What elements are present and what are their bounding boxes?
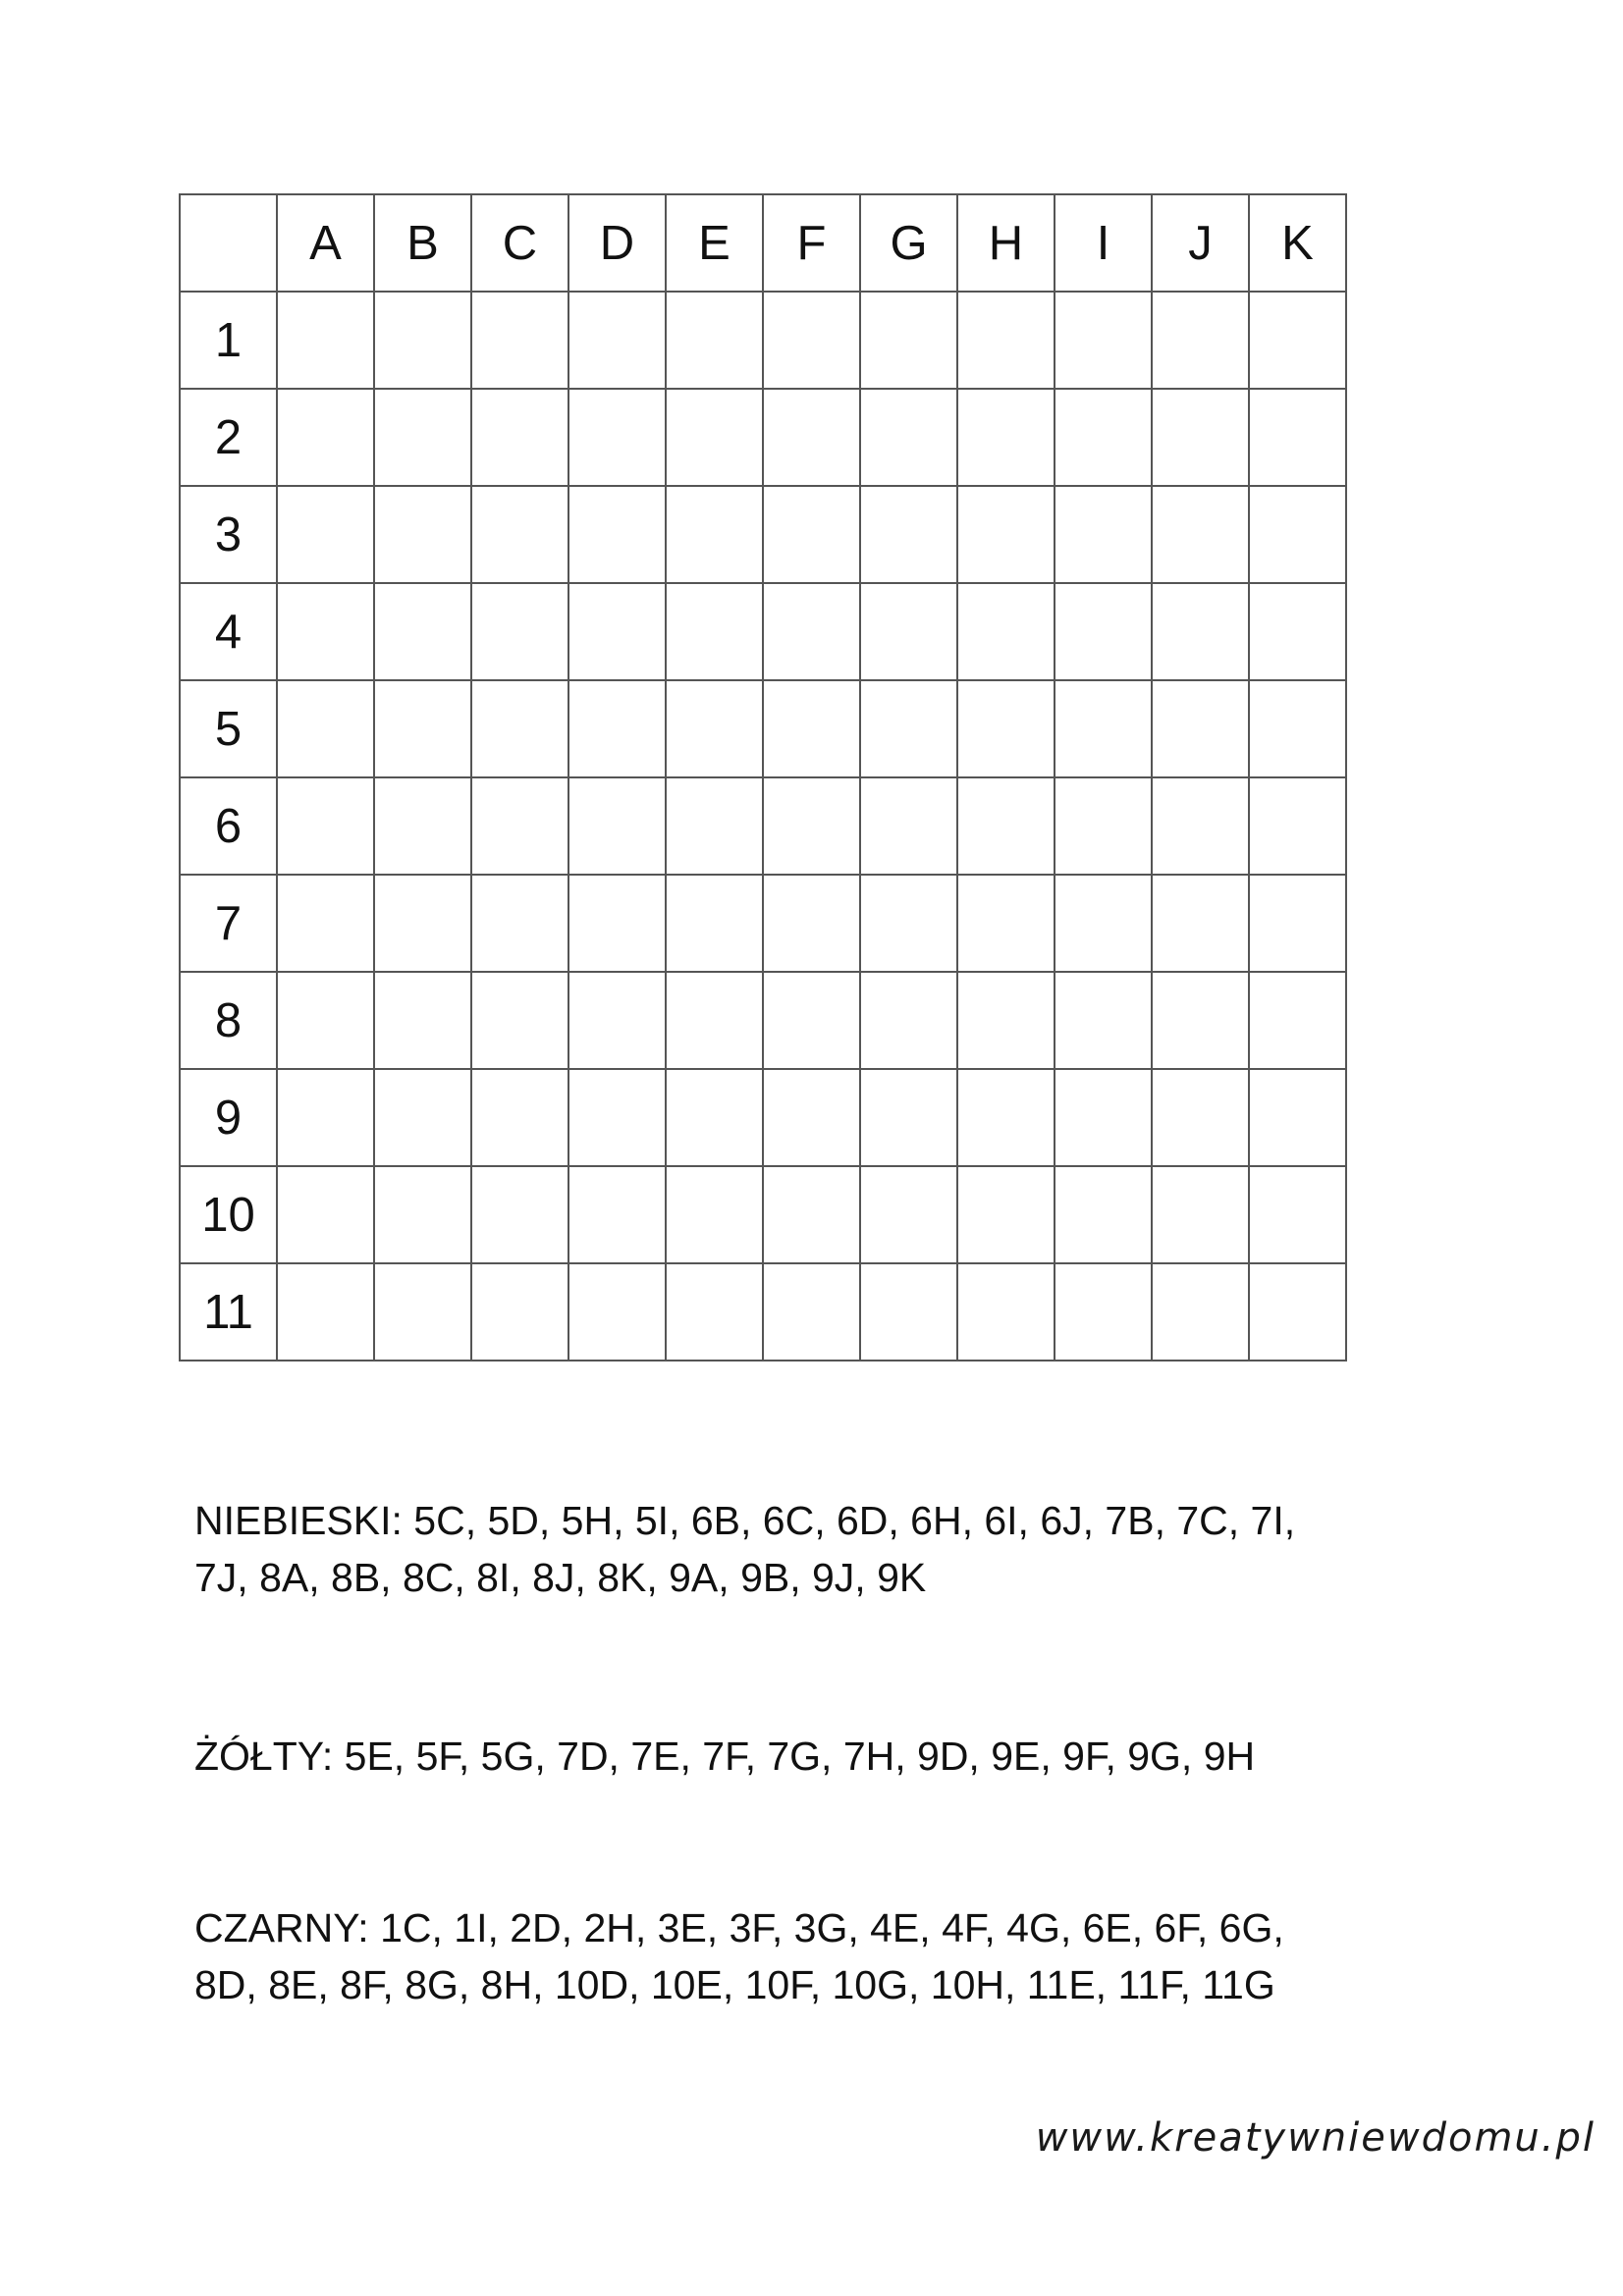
grid-cell[interactable] [957, 777, 1055, 875]
grid-cell[interactable] [763, 972, 860, 1069]
grid-cell[interactable] [860, 389, 957, 486]
grid-row [180, 292, 1346, 389]
grid-cell[interactable] [666, 583, 763, 680]
grid-cell[interactable] [471, 680, 568, 777]
grid-cell[interactable] [957, 389, 1055, 486]
grid-cell[interactable] [1152, 972, 1249, 1069]
grid-cell[interactable] [374, 292, 471, 389]
grid-cell[interactable] [666, 292, 763, 389]
column-header: A [277, 194, 374, 292]
grid-cell[interactable] [374, 680, 471, 777]
grid-cell[interactable] [1249, 1069, 1346, 1166]
grid-cell[interactable] [666, 777, 763, 875]
grid-cell[interactable] [471, 389, 568, 486]
corner-cell [180, 194, 277, 292]
row-header: 3 [180, 486, 277, 583]
grid-cell[interactable] [1152, 389, 1249, 486]
grid-cell[interactable] [860, 1069, 957, 1166]
grid-cell[interactable] [1249, 292, 1346, 389]
row-header: 4 [180, 583, 277, 680]
grid-cell[interactable] [957, 292, 1055, 389]
column-header: F [763, 194, 860, 292]
column-header: G [860, 194, 957, 292]
grid-cell[interactable] [1249, 875, 1346, 972]
grid-cell[interactable] [666, 1069, 763, 1166]
website-watermark: www.kreatywniewdomu.pl [1035, 2115, 1596, 2161]
grid-cell[interactable] [860, 486, 957, 583]
grid-cell[interactable] [1249, 680, 1346, 777]
grid-cell[interactable] [763, 1263, 860, 1361]
grid-cell[interactable] [277, 1069, 374, 1166]
grid-cell[interactable] [1249, 777, 1346, 875]
grid-cell[interactable] [1055, 875, 1152, 972]
grid-cell[interactable] [1055, 292, 1152, 389]
grid-cell[interactable] [1249, 486, 1346, 583]
grid-row [180, 680, 1346, 777]
grid-cell[interactable] [957, 972, 1055, 1069]
grid-cell[interactable] [860, 1166, 957, 1263]
grid-cell[interactable] [763, 292, 860, 389]
grid-cell[interactable] [277, 1263, 374, 1361]
column-header: C [471, 194, 568, 292]
grid-cell[interactable] [277, 292, 374, 389]
grid-cell[interactable] [1249, 1166, 1346, 1263]
blue-instructions: NIEBIESKI: 5C, 5D, 5H, 5I, 6B, 6C, 6D, 6H, 6I, 6J, 7B, 7C, 7I, 7J, 8A, 8B, 8C, 8I, 8J, 8K, 9A, 9B, 9J, 9K [194, 1498, 1296, 1600]
grid-cell[interactable] [568, 1069, 666, 1166]
grid-cell[interactable] [1055, 1069, 1152, 1166]
grid-cell[interactable] [1152, 1166, 1249, 1263]
coloring-grid [179, 193, 1347, 1362]
grid-cell[interactable] [568, 1166, 666, 1263]
grid-cell[interactable] [374, 875, 471, 972]
black-instructions: CZARNY: 1C, 1I, 2D, 2H, 3E, 3F, 3G, 4E, 4F, 4G, 6E, 6F, 6G, 8D, 8E, 8F, 8G, 8H, 10D, 10E, 10F, 10G, 10H, 11E, 11F, 11G [194, 1905, 1284, 2007]
grid-cell[interactable] [374, 972, 471, 1069]
grid-cell[interactable] [277, 389, 374, 486]
grid-cell[interactable] [1249, 1263, 1346, 1361]
grid-cell[interactable] [666, 1166, 763, 1263]
grid-cell[interactable] [471, 1069, 568, 1166]
grid-row [180, 1069, 1346, 1166]
grid-cell[interactable] [277, 1166, 374, 1263]
grid-cell[interactable] [568, 972, 666, 1069]
grid-row [180, 777, 1346, 875]
grid-cell[interactable] [666, 875, 763, 972]
grid-cell[interactable] [957, 583, 1055, 680]
grid-cell[interactable] [957, 875, 1055, 972]
grid-cell[interactable] [568, 486, 666, 583]
grid-row [180, 583, 1346, 680]
grid-cell[interactable] [471, 1166, 568, 1263]
grid-cell[interactable] [666, 1263, 763, 1361]
grid-cell[interactable] [568, 680, 666, 777]
grid-cell[interactable] [860, 777, 957, 875]
grid-cell[interactable] [860, 875, 957, 972]
grid-cell[interactable] [471, 875, 568, 972]
grid-cell[interactable] [1249, 389, 1346, 486]
grid-cell[interactable] [568, 777, 666, 875]
grid-cell[interactable] [763, 1166, 860, 1263]
grid-cell[interactable] [763, 583, 860, 680]
grid-cell[interactable] [763, 389, 860, 486]
grid-cell[interactable] [277, 875, 374, 972]
grid-cell[interactable] [277, 583, 374, 680]
row-header: 5 [180, 680, 277, 777]
grid-cell[interactable] [568, 1263, 666, 1361]
grid-cell[interactable] [666, 389, 763, 486]
grid-cell[interactable] [763, 777, 860, 875]
grid-cell[interactable] [277, 972, 374, 1069]
grid-cell[interactable] [1152, 1069, 1249, 1166]
grid-cell[interactable] [860, 680, 957, 777]
grid-row [180, 389, 1346, 486]
row-header: 7 [180, 875, 277, 972]
row-header: 2 [180, 389, 277, 486]
grid-cell[interactable] [1152, 680, 1249, 777]
grid-cell[interactable] [277, 680, 374, 777]
grid-cell[interactable] [568, 583, 666, 680]
row-header: 9 [180, 1069, 277, 1166]
grid-row [180, 972, 1346, 1069]
grid-cell[interactable] [471, 292, 568, 389]
column-header: B [374, 194, 471, 292]
grid-cell[interactable] [568, 389, 666, 486]
grid-cell[interactable] [1152, 777, 1249, 875]
column-header: E [666, 194, 763, 292]
grid-cell[interactable] [471, 777, 568, 875]
grid-cell[interactable] [1152, 1263, 1249, 1361]
grid-cell[interactable] [1152, 292, 1249, 389]
grid-row [180, 1166, 1346, 1263]
grid-cell[interactable] [1055, 486, 1152, 583]
grid-cell[interactable] [1055, 680, 1152, 777]
grid-body [180, 292, 1346, 1361]
column-header: D [568, 194, 666, 292]
row-header: 11 [180, 1263, 277, 1361]
grid-cell[interactable] [374, 1166, 471, 1263]
grid-row [180, 486, 1346, 583]
column-header-row [180, 194, 1346, 292]
grid-cell[interactable] [1152, 875, 1249, 972]
grid-cell[interactable] [374, 1069, 471, 1166]
grid-cell[interactable] [666, 680, 763, 777]
grid-cell[interactable] [374, 777, 471, 875]
grid-cell[interactable] [666, 972, 763, 1069]
grid-cell[interactable] [374, 389, 471, 486]
grid-cell[interactable] [1152, 486, 1249, 583]
grid-cell[interactable] [763, 680, 860, 777]
grid-cell[interactable] [374, 486, 471, 583]
grid-cell[interactable] [957, 1166, 1055, 1263]
grid-cell[interactable] [1055, 583, 1152, 680]
grid-cell[interactable] [277, 777, 374, 875]
grid-cell[interactable] [860, 972, 957, 1069]
column-header: I [1055, 194, 1152, 292]
grid-cell[interactable] [1055, 389, 1152, 486]
column-header: J [1152, 194, 1249, 292]
grid-cell[interactable] [666, 486, 763, 583]
grid-cell[interactable] [763, 1069, 860, 1166]
grid-cell[interactable] [860, 1263, 957, 1361]
grid-cell[interactable] [374, 1263, 471, 1361]
grid-row [180, 1263, 1346, 1361]
row-header: 10 [180, 1166, 277, 1263]
grid-cell[interactable] [277, 486, 374, 583]
column-header: K [1249, 194, 1346, 292]
grid-cell[interactable] [957, 1069, 1055, 1166]
row-header: 1 [180, 292, 277, 389]
grid-cell[interactable] [763, 486, 860, 583]
grid-cell[interactable] [763, 875, 860, 972]
grid-cell[interactable] [568, 875, 666, 972]
grid-cell[interactable] [1249, 583, 1346, 680]
grid-cell[interactable] [1152, 583, 1249, 680]
grid-cell[interactable] [374, 583, 471, 680]
row-header: 6 [180, 777, 277, 875]
grid-cell[interactable] [1055, 972, 1152, 1069]
row-header: 8 [180, 972, 277, 1069]
column-header: H [957, 194, 1055, 292]
grid-row [180, 875, 1346, 972]
grid-cell[interactable] [471, 1263, 568, 1361]
grid-cell[interactable] [471, 972, 568, 1069]
grid-cell[interactable] [957, 486, 1055, 583]
yellow-instructions: ŻÓŁTY: 5E, 5F, 5G, 7D, 7E, 7F, 7G, 7H, 9D, 9E, 9F, 9G, 9H [194, 1734, 1256, 1779]
grid-cell[interactable] [1055, 1166, 1152, 1263]
grid-cell[interactable] [471, 583, 568, 680]
grid-cell[interactable] [860, 292, 957, 389]
grid-cell[interactable] [957, 680, 1055, 777]
grid-cell[interactable] [860, 583, 957, 680]
grid-cell[interactable] [1055, 777, 1152, 875]
grid-cell[interactable] [1249, 972, 1346, 1069]
grid-cell[interactable] [1055, 1263, 1152, 1361]
grid-cell[interactable] [568, 292, 666, 389]
grid-cell[interactable] [957, 1263, 1055, 1361]
grid-cell[interactable] [471, 486, 568, 583]
